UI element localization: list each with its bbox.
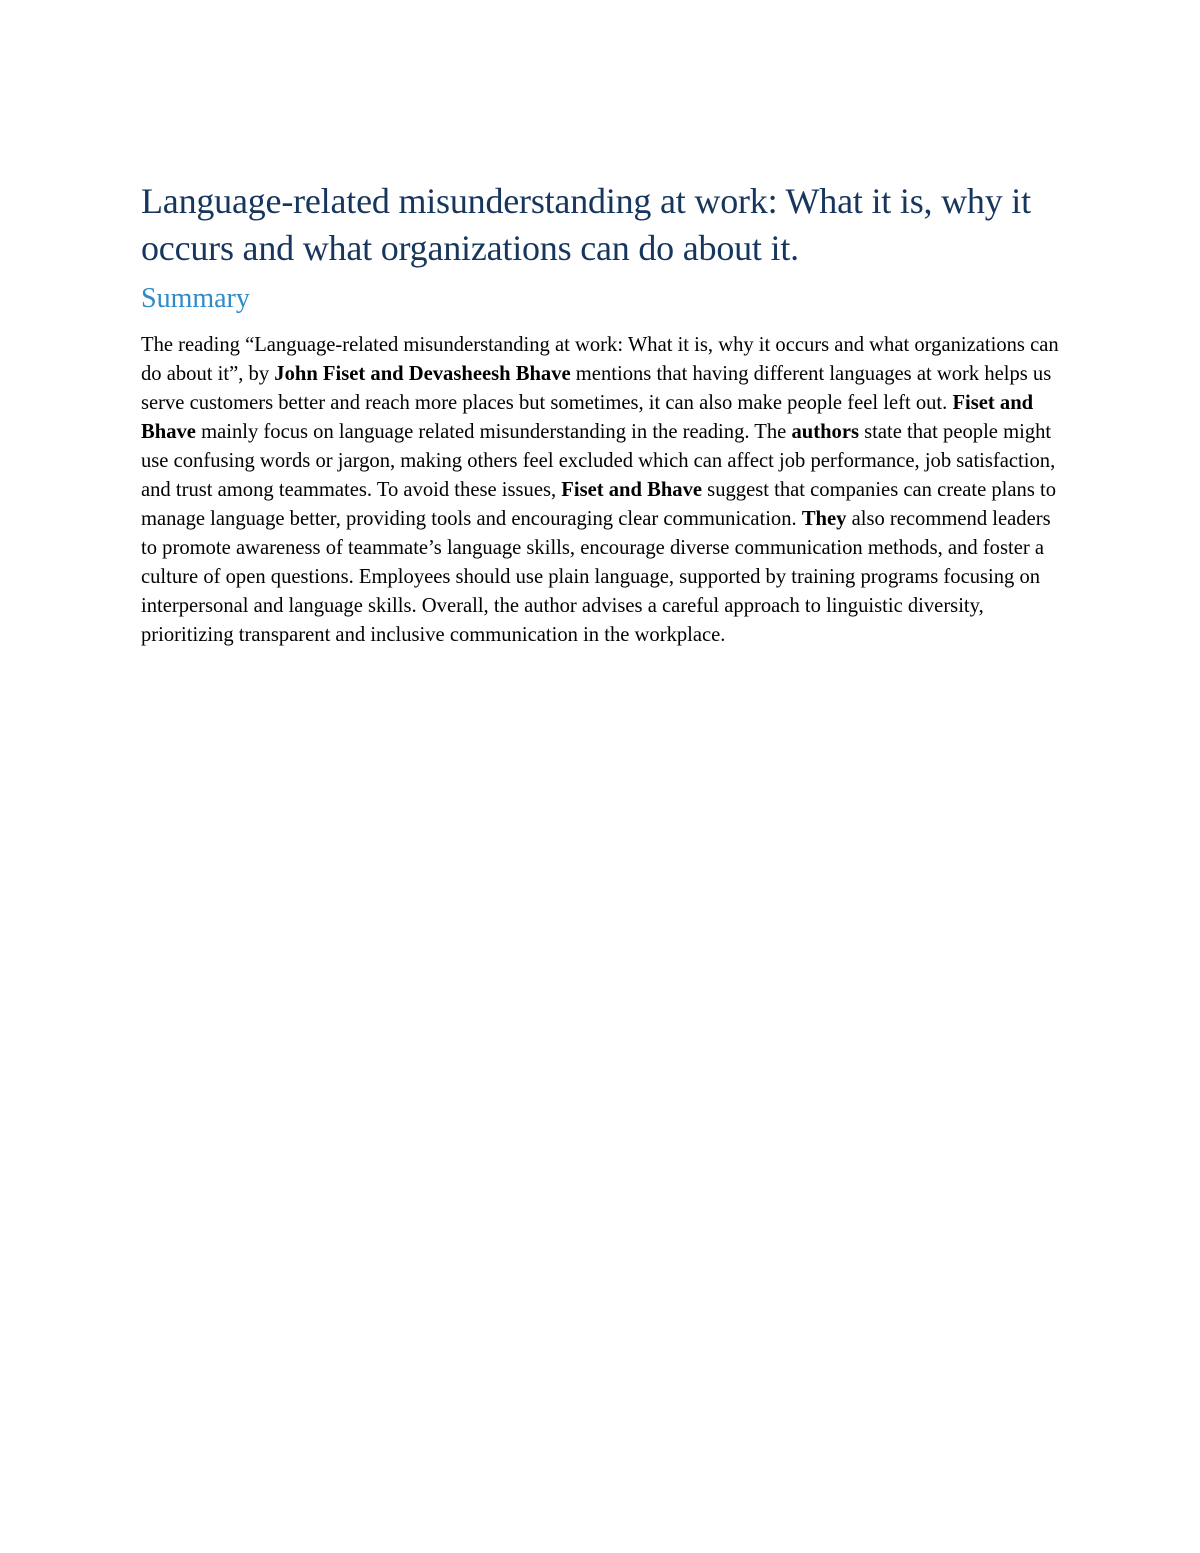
text-run: mentions that having different languages at work helps us serve customers better and reach more places but sometimes, it can also make people feel left out. bbox=[141, 363, 1052, 414]
text-run-bold: They bbox=[801, 508, 847, 530]
text-run: suggest that companies can create plans to manage language better, providing tools and encouraging clear communication. bbox=[141, 479, 1057, 530]
text-run: The reading “Language-related misunderstanding at work: What it is, why it occurs and what organizations can do about it”, by bbox=[141, 334, 1059, 385]
text-run: state that people might use confusing words or jargon, making others feel excluded which can affect job performance, job satisfaction, and trust among teammates. To avoid these issues, bbox=[141, 421, 1056, 501]
text-run-bold: John Fiset and Devasheesh Bhave bbox=[274, 363, 571, 385]
document-content bbox=[141, 178, 1061, 650]
document-title: Language-related misunderstanding at work: What it is, why it occurs and what organizations can do about it. bbox=[141, 181, 1031, 268]
text-run-bold: Fiset and Bhave bbox=[141, 392, 1034, 443]
summary-paragraph bbox=[141, 331, 1061, 650]
text-run: also recommend leaders to promote awareness of teammate’s language skills, encourage diverse communication methods, and foster a culture of open questions. Employees should use plain language, supported by training programs focusing on interpersonal and language skills. Overall, the author advises a careful approach to linguistic diversity, prioritizing transparent and inclusive communication in the workplace. bbox=[141, 508, 1051, 646]
text-run-bold: authors bbox=[791, 421, 859, 443]
text-run: mainly focus on language related misunderstanding in the reading. The bbox=[195, 421, 792, 443]
summary-heading: Summary bbox=[141, 283, 250, 314]
text-run-bold: Fiset and Bhave bbox=[561, 479, 703, 501]
